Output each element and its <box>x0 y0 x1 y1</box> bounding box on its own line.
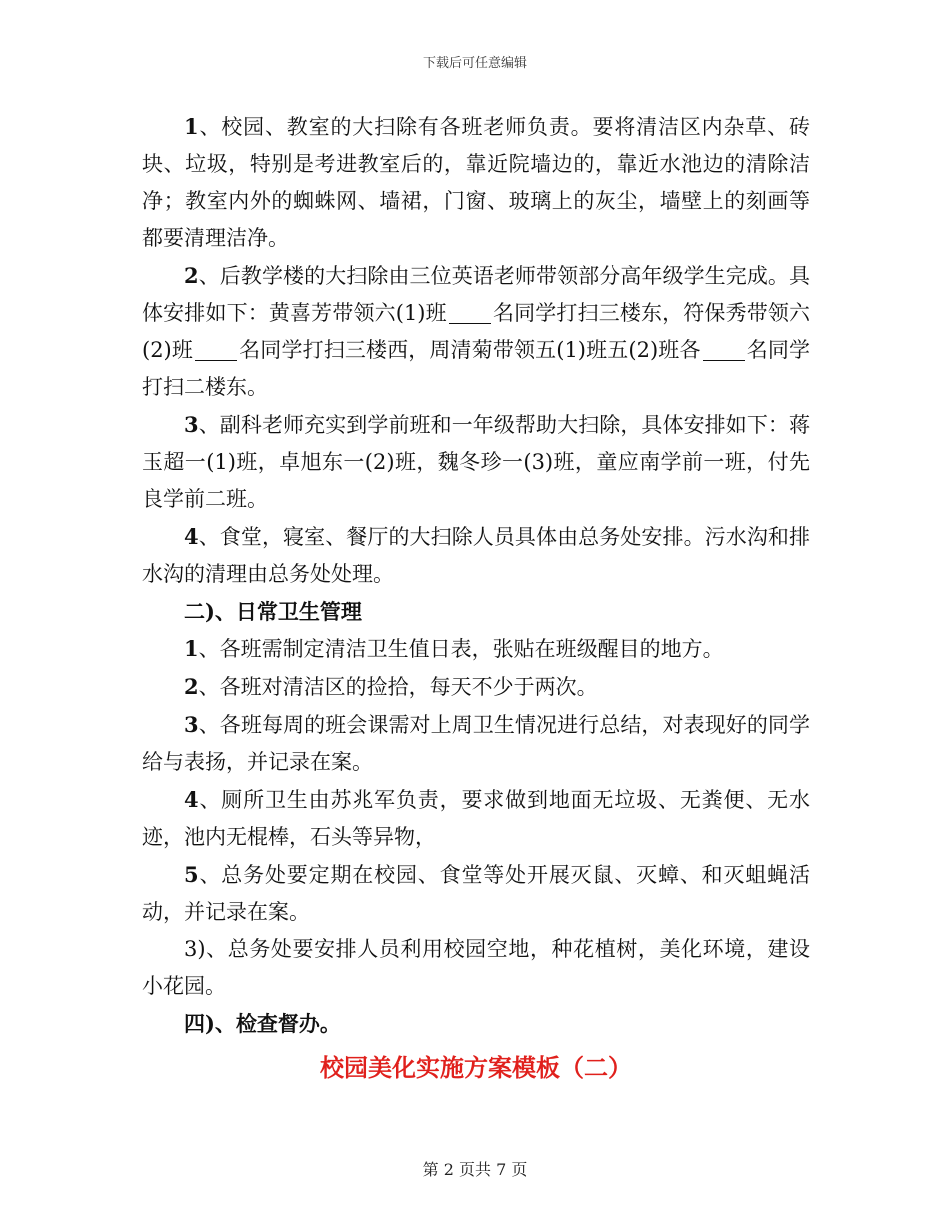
fill-blank <box>703 339 745 361</box>
paragraph-text: 、后教学楼的大扫除由三位英语老师带领部分高年级学生完成。具体安排如下：黄喜芳带领六(1)班 <box>142 264 810 325</box>
paragraph-text: 、各班每周的班会课需对上周卫生情况进行总结，对表现好的同学给与表扬，并记录在案。 <box>142 713 810 774</box>
item-number: 3 <box>184 712 199 737</box>
item-number: 2 <box>184 674 199 699</box>
daily-item-1 <box>142 630 810 668</box>
item-number: 4 <box>184 787 199 812</box>
paragraph-text: 、副科老师充实到学前班和一年级帮助大扫除，具体安排如下：蒋玉超一(1)班，卓旭东一(2)班，魏冬珍一(3)班，童应南学前一班，付先良学前二班。 <box>142 413 810 511</box>
fill-blank <box>449 302 491 324</box>
paragraph-text: 、食堂，寝室、餐厅的大扫除人员具体由总务处安排。污水沟和排水沟的清理由总务处处理。 <box>142 525 810 586</box>
paragraph-text: 名同学打扫二楼东。 <box>142 338 811 399</box>
paragraph-1 <box>142 108 810 257</box>
daily-item-3 <box>142 706 810 781</box>
paragraph-text: 、校园、教室的大扫除有各班老师负责。要将清洁区内杂草、砖块、垃圾，特别是考进教室后的，靠近院墙边的，靠近水池边的清除洁净；教室内外的蜘蛛网、墙裙，门窗、玻璃上的灰尘，墙壁上的刻画等都要清理洁净。 <box>142 115 810 250</box>
daily-item-5 <box>142 856 810 931</box>
paragraph-text: 名同学打扫三楼西，周清菊带领五(1)班五(2)班各 <box>239 338 701 362</box>
daily-item-4 <box>142 781 810 856</box>
page-header: 下载后可任意编辑 <box>422 56 527 71</box>
paragraph-2 <box>142 257 810 406</box>
next-document-title: 校园美化实施方案模板（二） <box>320 1053 632 1082</box>
item-number: 3 <box>184 412 199 437</box>
paragraph-3 <box>142 406 810 518</box>
item-number: 2 <box>184 263 199 288</box>
item-number: 1 <box>184 114 199 139</box>
daily-item-2 <box>142 668 810 706</box>
paragraph-text: 名同学打扫三楼东，符保秀带领六(2)班 <box>142 301 811 362</box>
paragraph-text: 、总务处要定期在校园、食堂等处开展灭鼠、灭蟑、和灭蛆蝇活动，并记录在案。 <box>142 863 810 924</box>
item-number: 1 <box>184 636 199 661</box>
paragraph-text: 、各班对清洁区的捡拾，每天不少于两次。 <box>198 675 598 699</box>
section-heading-daily: 二)、日常卫生管理 <box>184 599 362 624</box>
item-number: 5 <box>184 862 199 887</box>
paragraph-text: 、厕所卫生由苏兆军负责，要求做到地面无垃圾、无粪便、无水迹，池内无棍棒，石头等异物， <box>142 788 810 849</box>
paragraph-4 <box>142 518 810 593</box>
item-number: 4 <box>184 524 199 549</box>
page-footer: 第 2 页共 7 页 <box>422 1160 528 1179</box>
section-heading-inspection: 四)、检查督办。 <box>184 1011 341 1036</box>
paragraph-text: 、各班需制定清洁卫生值日表，张贴在班级醒目的地方。 <box>198 637 724 661</box>
fill-blank <box>195 339 237 361</box>
section-3-paragraph: 3)、总务处要安排人员利用校园空地，种花植树，美化环境，建设小花园。 <box>142 937 810 998</box>
document-body <box>142 108 810 1088</box>
